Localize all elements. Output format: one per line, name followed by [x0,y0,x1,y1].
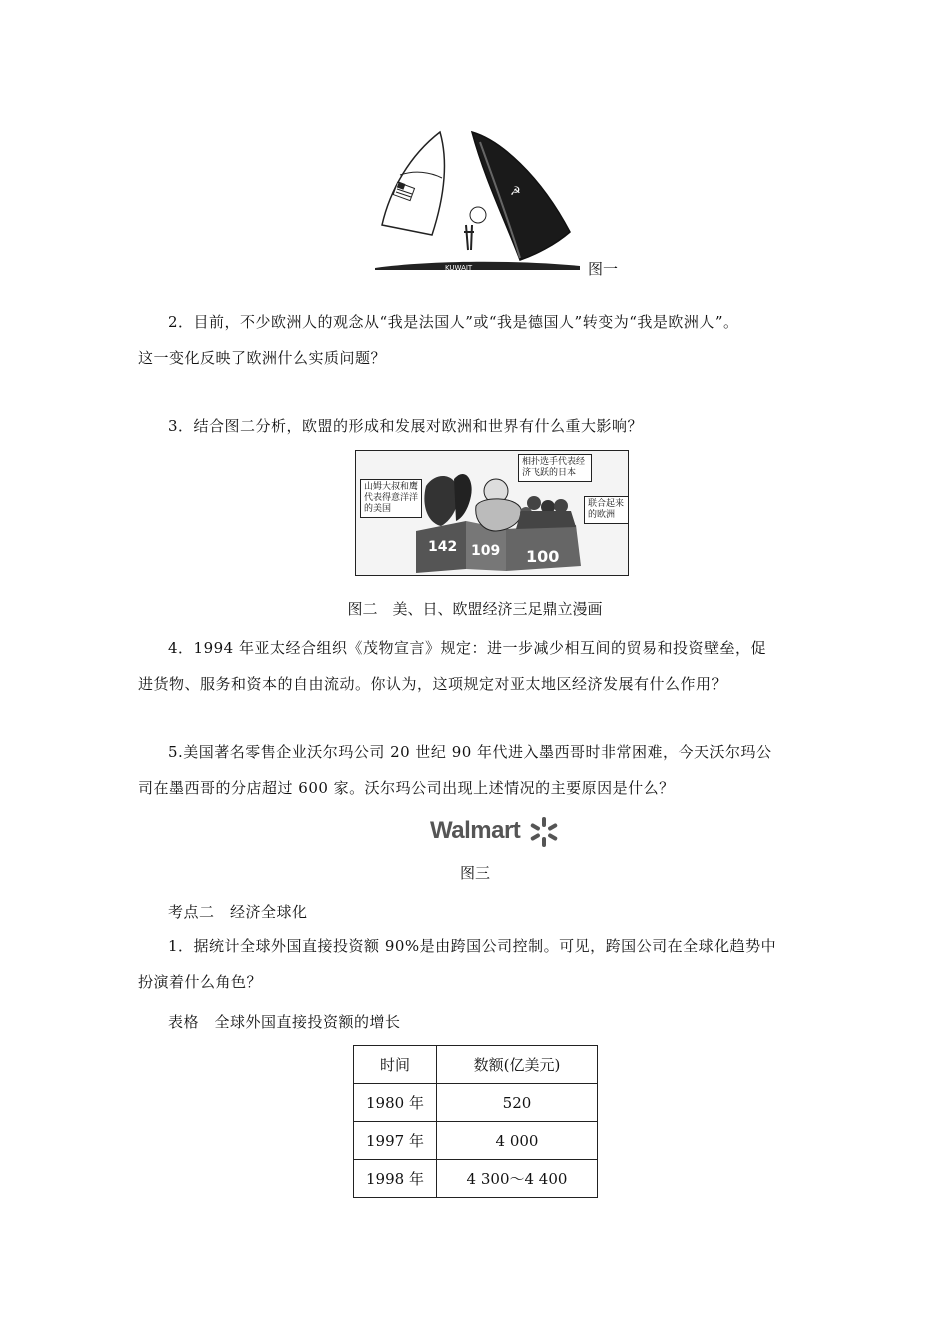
question-4 [138,630,818,702]
section-2-question-1-line1: 1．据统计全球外国直接投资额 90%是由跨国公司控制。可见，跨国公司在全球化趋势中 [168,937,777,955]
figure3-caption: 图三 [459,864,490,882]
question-2-line1: 2．目前，不少欧洲人的观念从“我是法国人”或“我是德国人”转变为“我是欧洲人”。 [168,313,739,331]
ground-label: KUWAIT [445,264,473,272]
table-row [354,1122,598,1160]
question-5 [138,734,818,806]
table-header-row [354,1046,598,1084]
bubble-japan: 相扑选手代表经济飞跃的日本 [518,454,592,482]
table-cell: 1997 年 [354,1122,437,1160]
section-2-question-1-line2: 扮演着什么角色？ [138,973,263,991]
bubble-us: 山姆大叔和鹰代表得意洋洋的美国 [360,479,422,518]
walmart-logo [430,815,560,851]
question-2 [138,304,818,376]
pedestal-japan-value: 109 [471,543,501,559]
fdi-growth-table [353,1045,598,1198]
table-row [354,1084,598,1122]
table-header-cell: 数额(亿美元) [437,1046,598,1084]
walmart-spark-icon [530,817,558,847]
table-header-cell: 时间 [354,1046,437,1084]
figure1-caption: 图一 [588,260,619,278]
table-title: 表格 全球外国直接投资额的增长 [168,1013,401,1031]
bubble-eu: 联合起来的欧洲 [584,496,629,524]
question-3: 3．结合图二分析，欧盟的形成和发展对欧洲和世界有什么重大影响？ [168,417,644,435]
walmart-logo-text: Walmart [430,817,521,844]
figure2-caption: 图二 美、日、欧盟经济三足鼎立漫画 [347,600,603,618]
svg-text:☭: ☭ [510,184,521,198]
table-cell: 1980 年 [354,1084,437,1122]
section-2-question-1 [138,928,818,1000]
section-2-heading: 考点二 经济全球化 [168,903,308,921]
question-2-line2: 这一变化反映了欧洲什么实质问题？ [138,349,387,367]
question-4-line2: 进货物、服务和资本的自由流动。你认为，这项规定对亚太地区经济发展有什么作用？ [138,675,728,693]
table-cell: 4 000 [437,1122,598,1160]
missile-cartoon-image [370,120,585,275]
question-5-line2: 司在墨西哥的分店超过 600 家。沃尔玛公司出现上述情况的主要原因是什么？ [138,779,675,797]
table-cell: 520 [437,1084,598,1122]
table-cell: 1998 年 [354,1160,437,1198]
economy-tripod-cartoon-image [355,450,629,576]
question-5-line1: 5.美国著名零售企业沃尔玛公司 20 世纪 90 年代进入墨西哥时非常困难，今天沃尔玛公 [168,743,772,761]
table-row [354,1160,598,1198]
question-4-line1: 4．1994 年亚太经合组织《茂物宣言》规定：进一步减少相互间的贸易和投资壁垒，促 [168,639,766,657]
pedestal-eu-value: 100 [526,547,560,566]
table-cell: 4 300～4 400 [437,1160,598,1198]
pedestal-us-value: 142 [428,539,458,555]
